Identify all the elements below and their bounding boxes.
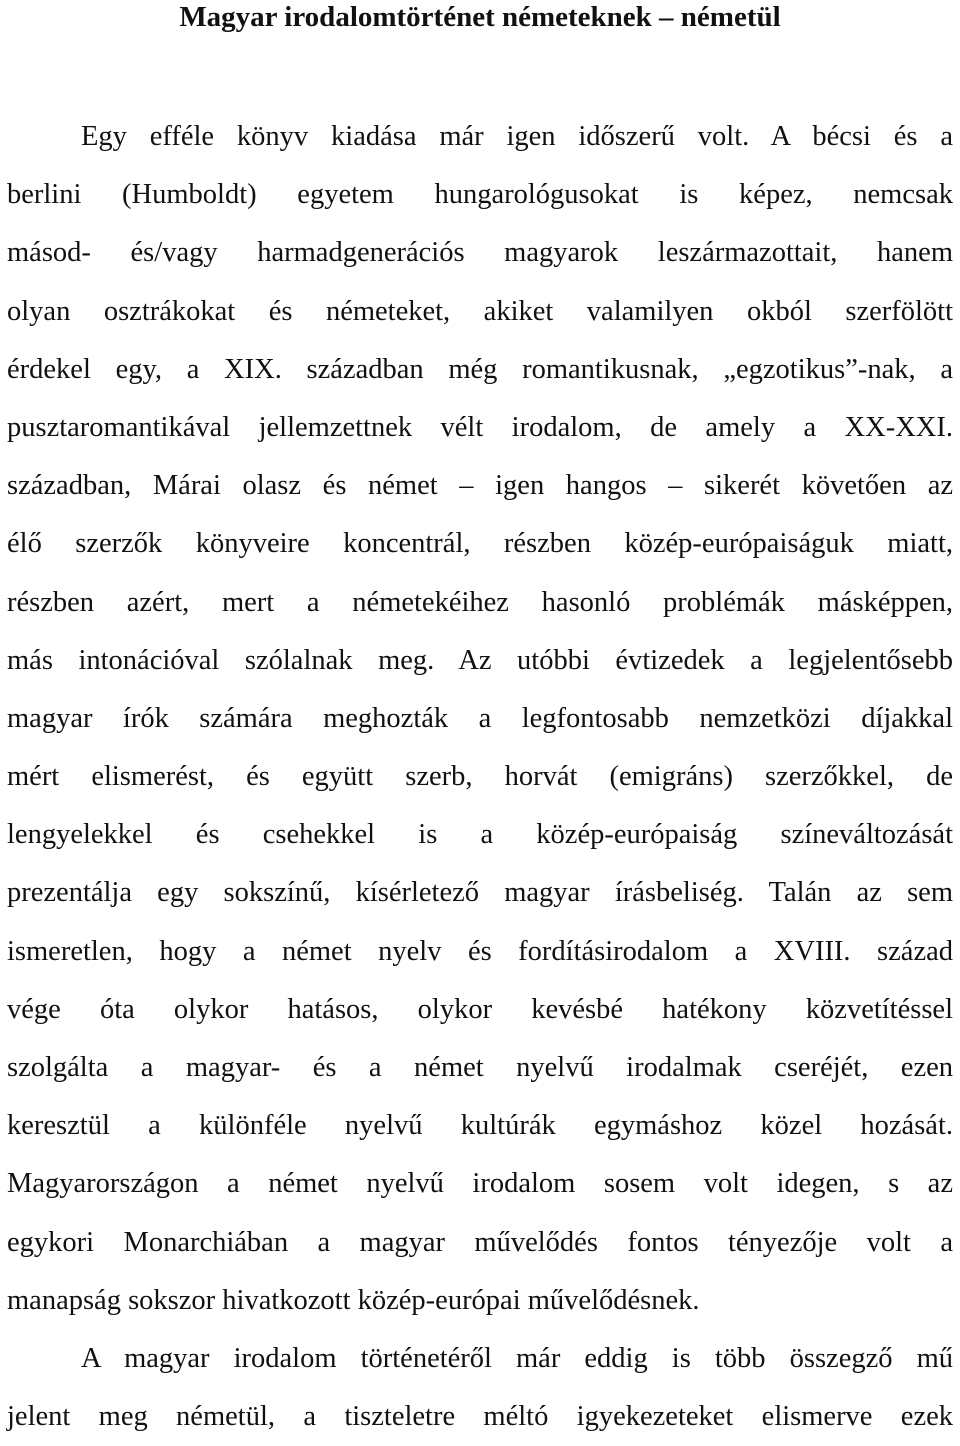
paragraph-line: másod- és/vagy harmadgenerációs magyarok leszármazottait, hanem	[7, 237, 953, 269]
paragraph-line: mért elismerést, és együtt szerb, horvát (emigráns) szerzőkkel, de	[7, 761, 953, 793]
paragraph-line: berlini (Humboldt) egyetem hungarológusokat is képez, nemcsak	[7, 179, 953, 211]
paragraph-line: részben azért, mert a németekéihez hasonló problémák másképpen,	[7, 586, 953, 618]
paragraph-line: szolgálta a magyar- és a német nyelvű irodalmak cseréjét, ezen	[7, 1052, 953, 1083]
paragraph-line: ismeretlen, hogy a német nyelv és fordításirodalom a XVIII. század	[7, 935, 953, 967]
paragraph-line: vége óta olykor hatásos, olykor kevésbé hatékony közvetítéssel	[7, 993, 953, 1025]
paragraph-line: érdekel egy, a XIX. században még romantikusnak, „egzotikus”-nak, a	[7, 353, 953, 385]
paragraph-line: jelent meg németül, a tiszteletre méltó igyekezeteket elismerve ezek	[7, 1401, 953, 1433]
paragraph-line: pusztaromantikával jellemzettnek vélt irodalom, de amely a XX-XXI.	[7, 411, 953, 443]
paragraph-line: egykori Monarchiában a magyar művelődés fontos tényezője volt a	[7, 1226, 953, 1258]
paragraph-line: keresztül a különféle nyelvű kultúrák egymáshoz közel hozását.	[7, 1110, 953, 1142]
paragraph-line: prezentálja egy sokszínű, kísérletező magyar írásbeliség. Talán az sem	[7, 877, 953, 909]
paragraph-line: Egy efféle könyv kiadása már igen időszerű volt. A bécsi és a	[81, 121, 953, 152]
paragraph-line: Magyarországon a német nyelvű irodalom sosem volt idegen, s az	[7, 1168, 953, 1200]
paragraph-line: magyar írók számára meghozták a legfontosabb nemzetközi díjakkal	[7, 702, 953, 734]
paragraph-line: manapság sokszor hivatkozott közép-európai művelődésnek.	[7, 1284, 700, 1316]
body-text	[7, 108, 953, 1446]
paragraph-line: A magyar irodalom történetéről már eddig is több összegző mű	[81, 1342, 953, 1374]
paragraph-line: élő szerzők könyveire koncentrál, részben közép-európaiságuk miatt,	[7, 528, 953, 560]
paragraph-line: más intonációval szólalnak meg. Az utóbbi évtizedek a legjelentősebb	[7, 644, 953, 676]
paragraph-line: olyan osztrákokat és németeket, akiket valamilyen okból szerfölött	[7, 295, 953, 327]
document-title: Magyar irodalomtörténet németeknek – németül	[179, 1, 781, 33]
paragraph-line: században, Márai olasz és német – igen hangos – sikerét követően az	[7, 470, 953, 502]
paragraph-line: lengyelekkel és csehekkel is a közép-európaiság színeváltozását	[7, 819, 953, 851]
